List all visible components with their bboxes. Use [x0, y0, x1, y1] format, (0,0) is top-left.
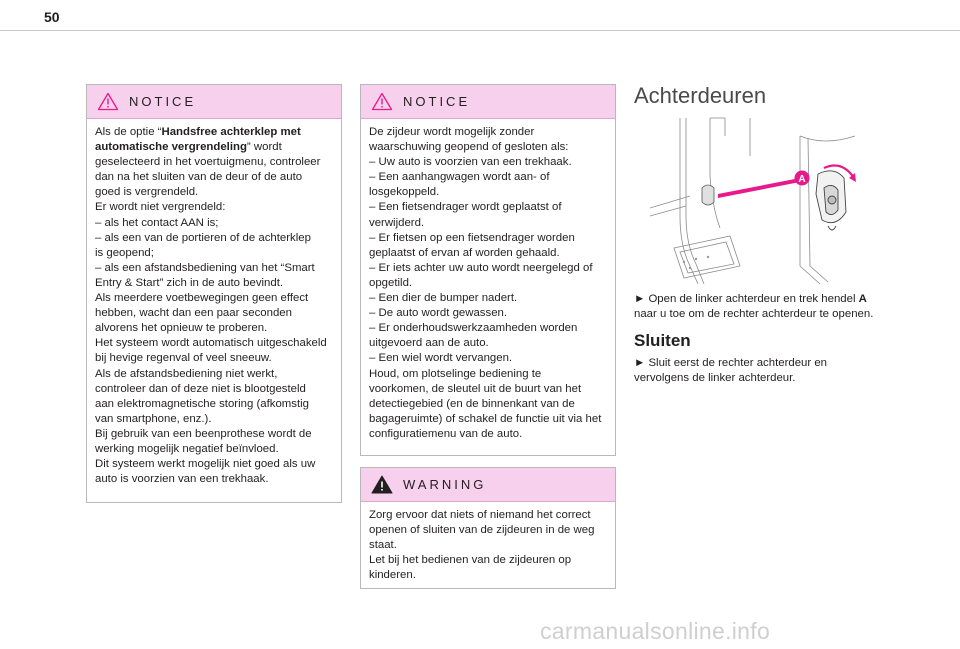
text-line: losgekoppeld. — [369, 186, 440, 199]
text-line: – Een fietsendrager wordt geplaatst of — [369, 201, 562, 214]
text-line: – Een wiel wordt vervangen. — [369, 352, 513, 365]
text-line: Houd, om plotselinge bediening te — [369, 367, 542, 380]
page-number: 50 — [44, 9, 60, 25]
text-line: goed is vergrendeld. — [95, 186, 199, 199]
text-line: – Er iets achter uw auto wordt neergelegd of — [369, 261, 593, 274]
text-line: aan elektromagnetische storing (afkomstig — [95, 397, 309, 410]
caution-triangle-icon — [371, 92, 393, 111]
text-line: – Een dier de bumper nadert. — [369, 292, 518, 305]
text-line: hebben, wacht dan een paar seconden — [95, 307, 292, 320]
open-instruction — [634, 292, 894, 322]
caution-triangle-icon — [97, 92, 119, 111]
text-line: staat. — [369, 539, 397, 552]
text-line: configuratiemenu van de auto. — [369, 427, 523, 440]
text-line: Entry & Start” zich in de auto bevindt. — [95, 276, 284, 289]
text-line: naar u toe om de rechter achterdeur te openen. — [634, 308, 874, 321]
warning-body — [361, 502, 615, 583]
bold-text: Handsfree achterklep met — [161, 126, 301, 138]
warning-box — [360, 467, 616, 589]
text-line: Bij gebruik van een beenprothese wordt de — [95, 427, 312, 440]
text-line: Dit systeem werkt mogelijk niet goed als uw — [95, 458, 316, 471]
text-line: waarschuwing geopend of gesloten als: — [369, 141, 569, 154]
text-line: Als de optie “Handsfree achterklep met — [95, 126, 301, 138]
text-line: – Er fietsen op een fietsendrager worden — [369, 231, 575, 244]
section-title: Achterdeuren — [634, 83, 767, 108]
text-line: detectiegebied (en de binnenkant van de — [369, 397, 575, 410]
notice-header — [87, 85, 341, 119]
warning-title: WARNING — [403, 477, 487, 492]
notice-box-left — [86, 84, 342, 503]
text-line: opgetild. — [369, 276, 413, 289]
text-line: – De auto wordt gewassen. — [369, 307, 508, 320]
text-line: alvorens het opnieuw te proberen. — [95, 322, 268, 335]
text-line: uitgevoerd aan de auto. — [369, 337, 489, 350]
top-rule — [0, 30, 960, 31]
text-line: – als een van de portieren of de achterklep — [95, 231, 311, 244]
text-line: van smartphone, enz.). — [95, 412, 212, 425]
callout-letter: A — [798, 174, 806, 185]
text-line: auto is voorzien van een trekhaak. — [95, 473, 269, 486]
text-line: – als het contact AAN is; — [95, 216, 219, 229]
notice-body — [87, 119, 341, 487]
text-line: – Uw auto is voorzien van een trekhaak. — [369, 156, 572, 169]
text-line: vervolgens de linker achterdeur. — [634, 372, 796, 385]
text-line: – Er onderhoudswerkzaamheden worden — [369, 322, 578, 335]
text-line: werking mogelijk negatief beïnvloed. — [95, 442, 279, 455]
notice-body — [361, 119, 615, 442]
rear-door-handle-illustration — [650, 116, 858, 286]
text-line: ► Open de linker achterdeur en trek hendel A — [634, 293, 867, 305]
watermark: carmanualsonline.info — [540, 618, 771, 644]
text-line: voorkomen, de sleutel uit de buurt van het — [369, 382, 582, 395]
text-line: geselecteerd in het voertuigmenu, controleer — [95, 156, 321, 169]
text-line: dan na het sluiten van de deur of de auto — [95, 171, 303, 184]
bold-text: A — [858, 293, 867, 305]
text-line: De zijdeur wordt mogelijk zonder — [369, 126, 535, 138]
text-line: geplaatst of ervan af worden gehaald. — [369, 246, 560, 259]
text-line: is geopend; — [95, 246, 154, 259]
text-line: – Een aanhangwagen wordt aan- of — [369, 171, 550, 184]
bold-text: automatische vergrendeling — [95, 141, 247, 154]
notice-header — [361, 85, 615, 119]
text-line: bagageruimte) of schakel de functie uit via het — [369, 412, 602, 425]
notice-box-middle — [360, 84, 616, 456]
text-line: Zorg ervoor dat niets of niemand het correct — [369, 509, 591, 521]
text-line: openen of sluiten van de zijdeuren in de weg — [369, 524, 595, 537]
text-line: – als een afstandsbediening van het “Smart — [95, 261, 315, 274]
text-line: verwijderd. — [369, 216, 425, 229]
text-line: kinderen. — [369, 569, 416, 582]
close-instruction — [634, 356, 894, 386]
text-line: Het systeem wordt automatisch uitgeschakeld — [95, 337, 327, 350]
text-line: ► Sluit eerst de rechter achterdeur en — [634, 357, 827, 369]
text-line: Als meerdere voetbewegingen geen effect — [95, 292, 309, 305]
warning-header — [361, 468, 615, 502]
text-line: Let bij het bedienen van de zijdeuren op — [369, 554, 572, 567]
text-line: controleer dan of deze niet is blootgesteld — [95, 382, 306, 395]
text-line: Er wordt niet vergrendeld: — [95, 201, 226, 214]
close-title: Sluiten — [634, 331, 691, 350]
text-line: bij hevige regenval of veel sneeuw. — [95, 352, 272, 365]
text-line: automatische vergrendeling” wordt — [95, 141, 282, 154]
notice-title: NOTICE — [129, 94, 197, 109]
notice-title: NOTICE — [403, 94, 471, 109]
warning-triangle-icon — [371, 475, 393, 494]
text-line: Als de afstandsbediening niet werkt, — [95, 367, 278, 380]
